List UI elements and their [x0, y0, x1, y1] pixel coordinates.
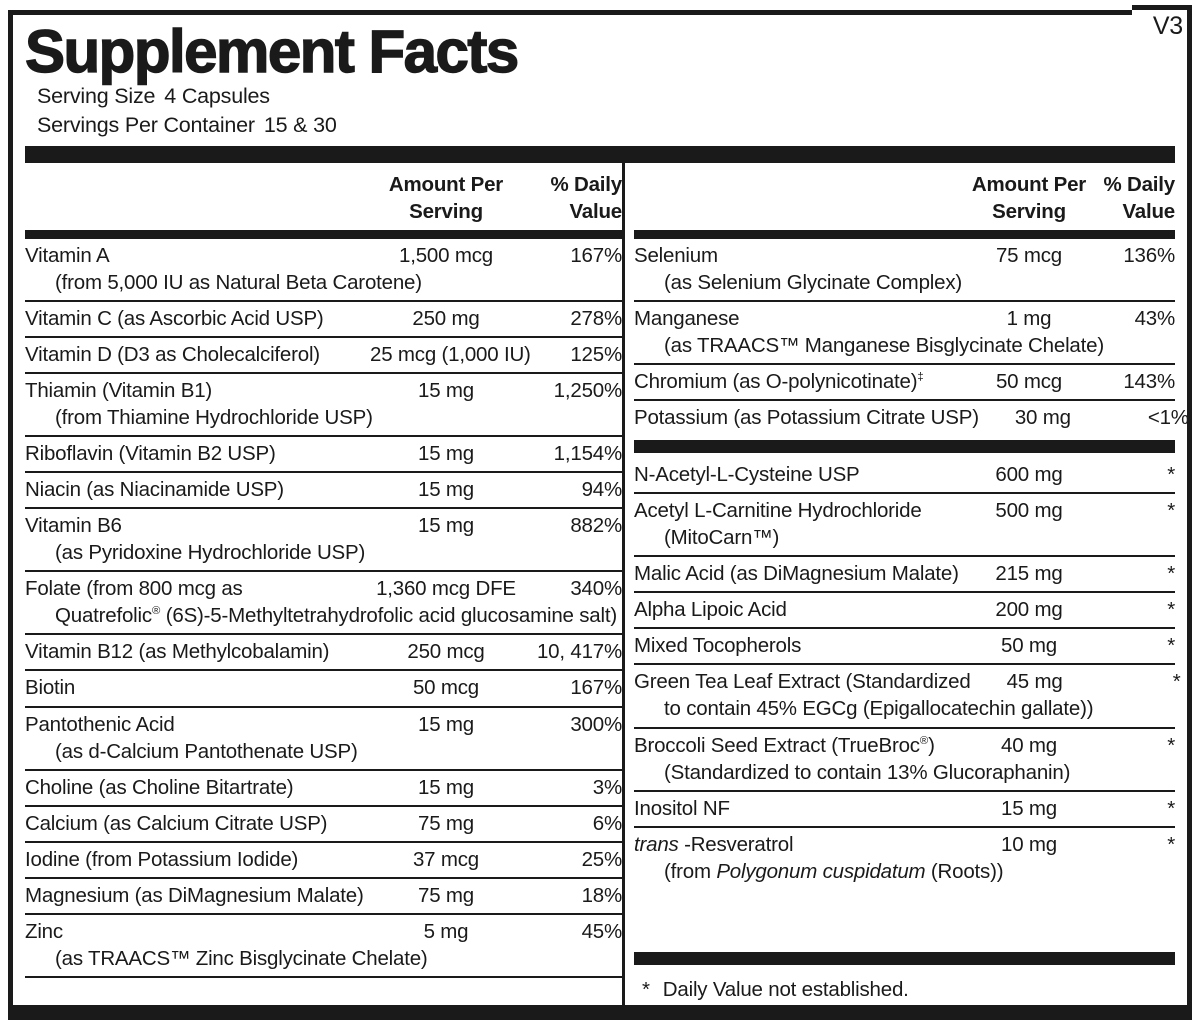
amount-per-serving: 15 mg — [418, 712, 474, 736]
text-part: (Standardized to contain 13% Glucoraphanin) — [664, 760, 1071, 784]
ingredient-name — [25, 575, 370, 602]
header-line: Value — [1122, 199, 1175, 223]
text-part: N-Acetyl-L-Cysteine USP — [634, 463, 860, 487]
amount-per-serving: 15 mg — [418, 379, 474, 403]
text-part: Chromium (as O-polynicotinate) — [634, 370, 918, 394]
text-part: Quatrefolic — [55, 604, 152, 628]
text-part: Riboflavin (Vitamin B2 USP) — [25, 442, 276, 466]
serving-size-label: Serving Size — [37, 84, 156, 109]
ingredient-detail — [634, 269, 1175, 296]
text-part: Acetyl L-Carnitine Hydrochloride — [634, 499, 922, 523]
ingredient-row — [634, 629, 1175, 665]
amount-per-serving: 15 mg — [418, 514, 474, 538]
amount-per-serving: 15 mg — [418, 775, 474, 799]
text-part: Biotin — [25, 676, 76, 700]
amount-per-serving: 600 mg — [995, 463, 1063, 487]
ingredient-row — [25, 771, 622, 807]
text-part: (as Selenium Glycinate Complex) — [664, 270, 962, 294]
header-line: Value — [569, 199, 622, 223]
text-part: Thiamin (Vitamin B1) — [25, 379, 213, 403]
text-part: Polygonum cuspidatum — [716, 859, 926, 883]
section-divider-bar — [634, 952, 1175, 965]
daily-value-header — [1093, 172, 1175, 224]
serving-size-value: 4 Capsules — [164, 84, 270, 109]
column-right-rows — [634, 239, 1189, 1005]
amount-per-serving: 250 mg — [412, 306, 480, 330]
header-line: % Daily — [1103, 173, 1175, 197]
ingredient-detail — [25, 602, 622, 629]
daily-value-percent: 6% — [592, 811, 622, 835]
text-part: ® — [919, 734, 929, 747]
text-part: ) — [928, 733, 935, 757]
amount-per-serving: 75 mg — [418, 811, 474, 835]
text-part: (as TRAACS™ Manganese Bisglycinate Chelate) — [664, 333, 1104, 357]
daily-value-percent: 94% — [581, 478, 622, 502]
text-part: Pantothenic Acid — [25, 712, 175, 736]
ingredient-name — [25, 377, 370, 404]
ingredient-detail — [25, 269, 622, 296]
text-part: Broccoli Seed Extract (TrueBroc — [634, 733, 920, 757]
top-separator-bar — [25, 146, 1175, 163]
panel-title: Supplement Facts — [25, 18, 518, 85]
amount-per-serving: 30 mg — [1014, 406, 1071, 430]
amount-per-serving-header — [370, 172, 522, 224]
daily-value-percent: 10, 417% — [536, 640, 622, 664]
ingredient-detail — [25, 539, 622, 566]
text-part: Vitamin B6 — [25, 514, 122, 538]
amount-per-serving: 75 mg — [418, 883, 474, 907]
supplement-facts-panel — [8, 10, 1192, 1020]
ingredient-row — [25, 437, 622, 473]
text-part: Folate (from 800 mcg as — [25, 577, 243, 601]
ingredient-name — [634, 404, 979, 431]
text-part: (as Pyridoxine Hydrochloride USP) — [55, 541, 366, 565]
ingredient-name — [25, 305, 370, 332]
amount-per-serving-header — [965, 172, 1093, 224]
text-part: Magnesium (as DiMagnesium Malate) — [25, 883, 364, 907]
footnote-text: Daily Value not established. — [662, 978, 909, 1001]
ingredient-row — [634, 557, 1175, 593]
ingredient-row — [634, 302, 1175, 365]
ingredient-name — [634, 732, 965, 759]
amount-per-serving: 1,360 mcg DFE — [376, 577, 516, 601]
ingredient-name — [634, 795, 965, 822]
text-part: Green Tea Leaf Extract (Standardized — [634, 670, 971, 694]
ingredient-row — [634, 365, 1175, 401]
amount-per-serving: 1 mg — [1006, 306, 1052, 330]
ingredient-name — [634, 497, 965, 524]
daily-value-percent: 167% — [570, 676, 622, 700]
ingredient-name — [634, 560, 965, 587]
ingredient-name — [634, 305, 965, 332]
text-part: (6S)-5-Methyltetrahydrofolic acid glucosamine salt) — [160, 604, 617, 628]
ingredient-row — [25, 302, 622, 338]
text-part: ® — [151, 605, 161, 618]
daily-value-percent: 136% — [1123, 243, 1175, 267]
ingredient-detail — [25, 404, 622, 431]
daily-value-percent: 278% — [570, 306, 622, 330]
servings-per-container-label: Servings Per Container — [37, 112, 255, 137]
text-part: ‡ — [917, 371, 924, 384]
text-part: (from 5,000 IU as Natural Beta Carotene) — [55, 270, 422, 294]
daily-value-percent: * — [1167, 499, 1175, 523]
daily-value-percent: <1% — [1147, 406, 1189, 430]
amount-per-serving: 500 mg — [995, 499, 1063, 523]
ingredient-row — [25, 635, 622, 671]
text-part: Iodine (from Potassium Iodide) — [25, 847, 299, 871]
daily-value-percent: 18% — [581, 883, 622, 907]
ingredient-row — [25, 338, 622, 374]
text-part: Manganese — [634, 306, 740, 330]
ingredient-name — [25, 638, 370, 665]
ingredient-detail — [634, 759, 1175, 786]
header-line: Amount Per — [388, 173, 504, 197]
ingredient-name — [25, 846, 370, 873]
amount-per-serving: 50 mcg — [412, 676, 480, 700]
ingredient-name — [634, 831, 965, 858]
daily-value-percent: 143% — [1123, 370, 1175, 394]
daily-value-percent: * — [1167, 598, 1175, 622]
text-part: Alpha Lipoic Acid — [634, 598, 787, 622]
daily-value-percent: 43% — [1134, 306, 1175, 330]
footnote — [634, 970, 1175, 1005]
ingredient-name — [634, 368, 965, 395]
ingredient-row — [25, 843, 622, 879]
text-part: Vitamin B12 (as Methylcobalamin) — [25, 640, 330, 664]
amount-per-serving: 15 mg — [418, 442, 474, 466]
ingredient-name — [25, 711, 370, 738]
daily-value-percent: * — [1167, 796, 1175, 820]
daily-value-percent: * — [1172, 670, 1181, 694]
text-part: Vitamin A — [25, 243, 110, 267]
section-divider-bar — [634, 440, 1175, 453]
text-part: (from Thiamine Hydrochloride USP) — [55, 406, 373, 430]
ingredient-row — [634, 828, 1175, 889]
ingredient-row — [25, 473, 622, 509]
text-part: (MitoCarn™) — [664, 526, 780, 550]
text-part: Niacin (as Niacinamide USP) — [25, 478, 284, 502]
ingredient-detail — [25, 945, 622, 972]
daily-value-percent: 300% — [570, 712, 622, 736]
amount-per-serving: 10 mg — [1001, 832, 1057, 856]
servings-per-container-line — [37, 111, 1175, 140]
column-right-header — [634, 163, 1175, 238]
amount-per-serving: 1,500 mcg — [399, 243, 493, 267]
column-left-rows — [25, 239, 622, 1005]
serving-size-line — [37, 82, 1175, 111]
ingredient-name — [25, 242, 370, 269]
amount-per-serving: 15 mg — [418, 478, 474, 502]
text-part: Calcium (as Calcium Citrate USP) — [25, 811, 328, 835]
ingredient-detail — [634, 695, 1181, 722]
text-part: Malic Acid (as DiMagnesium Malate) — [634, 562, 959, 586]
text-part: (from — [664, 859, 717, 883]
amount-per-serving: 250 mcg — [407, 640, 485, 664]
ingredient-row — [634, 593, 1175, 629]
ingredient-name — [25, 476, 370, 503]
ingredient-name — [25, 512, 370, 539]
ingredient-name — [634, 461, 965, 488]
daily-value-percent: * — [1167, 733, 1175, 757]
text-part: Mixed Tocopherols — [634, 634, 802, 658]
ingredient-row — [25, 879, 622, 915]
text-part: Zinc — [25, 919, 63, 943]
daily-value-percent: 125% — [570, 342, 622, 366]
daily-value-percent: * — [1167, 463, 1175, 487]
amount-per-serving: 215 mg — [995, 562, 1063, 586]
ingredient-row — [634, 401, 1189, 435]
ingredient-name — [25, 341, 370, 368]
daily-value-percent: * — [1167, 562, 1175, 586]
header-line: Serving — [992, 199, 1066, 223]
ingredient-row — [25, 572, 622, 635]
ingredient-row — [634, 458, 1175, 494]
daily-value-percent: 340% — [570, 577, 622, 601]
ingredient-name — [634, 668, 971, 695]
ingredient-row — [634, 494, 1175, 557]
header-line: % Daily — [550, 173, 622, 197]
ingredient-name — [25, 918, 370, 945]
ingredient-row — [25, 239, 622, 302]
column-right — [625, 163, 1189, 1005]
footnote-symbol: * — [642, 978, 650, 1001]
ingredient-name — [25, 440, 370, 467]
daily-value-percent: 1,154% — [553, 442, 622, 466]
ingredient-row — [25, 671, 622, 707]
amount-per-serving: 15 mg — [1001, 796, 1057, 820]
text-part: -Resveratrol — [678, 832, 794, 856]
ingredient-row — [634, 665, 1181, 728]
amount-per-serving: 75 mcg — [995, 243, 1063, 267]
ingredient-row — [25, 915, 622, 978]
amount-per-serving: 40 mg — [1001, 733, 1057, 757]
header-line: Amount Per — [971, 173, 1087, 197]
text-part: Selenium — [634, 243, 718, 267]
ingredient-row — [25, 708, 622, 771]
daily-value-percent: * — [1167, 832, 1175, 856]
daily-value-percent: 3% — [592, 775, 622, 799]
daily-value-percent: 167% — [570, 243, 622, 267]
ingredient-detail — [634, 332, 1175, 359]
version-label: V3 — [1152, 12, 1183, 40]
daily-value-percent: 882% — [570, 514, 622, 538]
ingredient-name — [634, 596, 965, 623]
amount-per-serving: 45 mg — [1006, 670, 1063, 694]
text-part: to contain 45% EGCg (Epigallocatechin gallate)) — [664, 697, 1094, 721]
version-tab — [1132, 5, 1192, 49]
ingredient-row — [25, 509, 622, 572]
ingredient-detail — [634, 858, 1175, 885]
text-part: trans — [634, 832, 679, 856]
ingredient-row — [634, 729, 1175, 792]
ingredient-name — [634, 242, 965, 269]
servings-per-container-value: 15 & 30 — [263, 112, 337, 137]
text-part: (as d-Calcium Pantothenate USP) — [55, 739, 358, 763]
header-line: Serving — [409, 199, 483, 223]
ingredient-name — [25, 810, 370, 837]
amount-per-serving: 37 mcg — [412, 847, 480, 871]
daily-value-percent: 1,250% — [553, 379, 622, 403]
ingredient-name — [25, 674, 370, 701]
text-part: Vitamin D (D3 as Cholecalciferol) — [25, 342, 320, 366]
text-part: Choline (as Choline Bitartrate) — [25, 775, 294, 799]
column-left-header — [25, 163, 622, 238]
amount-per-serving: 5 mg — [423, 919, 469, 943]
text-part: (Roots)) — [925, 859, 1004, 883]
ingredient-row — [634, 792, 1175, 828]
daily-value-header — [522, 172, 622, 224]
text-part: Inositol NF — [634, 796, 730, 820]
ingredient-name — [634, 632, 965, 659]
amount-per-serving: 25 mcg (1,000 IU) — [370, 342, 531, 366]
ingredient-row — [634, 239, 1175, 302]
amount-per-serving: 50 mg — [1001, 634, 1057, 658]
column-left — [25, 163, 622, 1005]
ingredient-detail — [634, 524, 1175, 551]
ingredient-row — [25, 374, 622, 437]
ingredient-row — [25, 807, 622, 843]
ingredient-detail — [25, 738, 622, 765]
daily-value-percent: 25% — [581, 847, 622, 871]
daily-value-percent: * — [1167, 634, 1175, 658]
amount-per-serving: 200 mg — [995, 598, 1063, 622]
nutrient-columns — [25, 163, 1189, 1005]
amount-per-serving: 50 mcg — [995, 370, 1063, 394]
ingredient-name — [25, 882, 370, 909]
text-part: (as TRAACS™ Zinc Bisglycinate Chelate) — [55, 946, 428, 970]
daily-value-percent: 45% — [581, 919, 622, 943]
text-part: Vitamin C (as Ascorbic Acid USP) — [25, 306, 324, 330]
text-part: Potassium (as Potassium Citrate USP) — [634, 406, 979, 430]
ingredient-name — [25, 774, 370, 801]
